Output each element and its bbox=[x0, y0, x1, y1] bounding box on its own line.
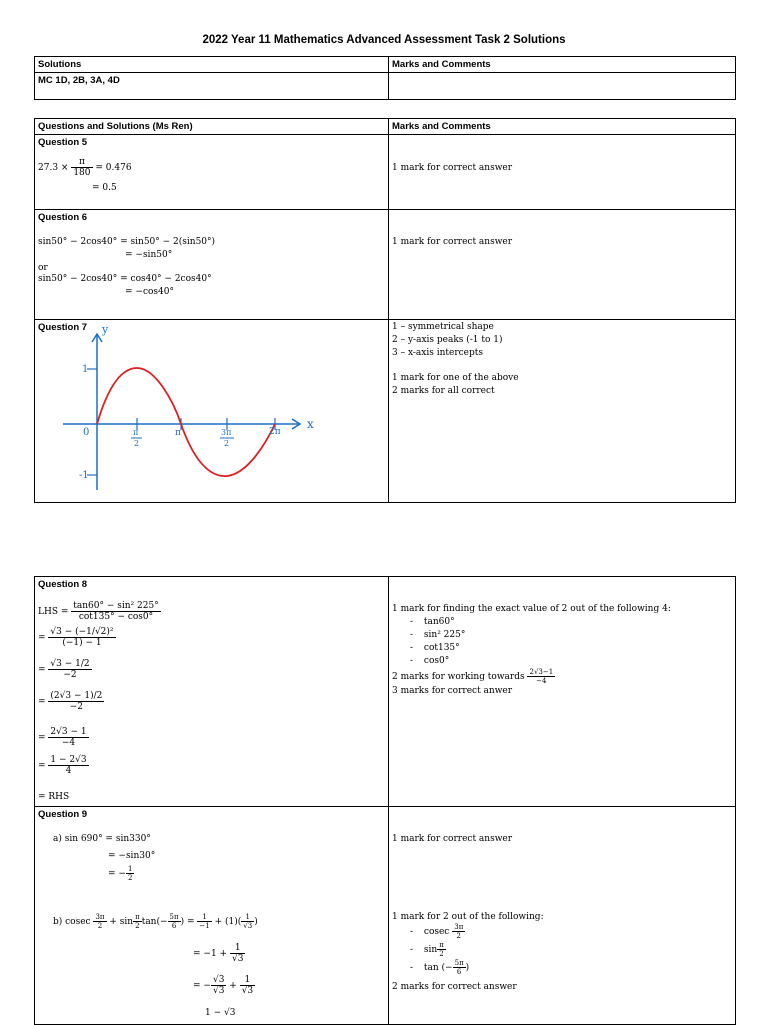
x-tick-label-pi: π bbox=[175, 428, 181, 438]
x-tick-label-2pi: 2π bbox=[269, 427, 281, 437]
sine-curve bbox=[97, 368, 275, 476]
mc-answers: MC 1D, 2B, 3A, 4D bbox=[35, 73, 389, 100]
q9-items-list: - cosec $\frac{3\pi}{2}$ - sin $\frac{\pi}{2}$ - tan (− $\frac{5\pi}{6}$ ) bbox=[406, 923, 469, 977]
q8-line-2: = $\frac{\text{√3 − (−1/√2)²}}{(-1) - 1}$ bbox=[38, 627, 114, 648]
x-tick-label-pi2-num: π bbox=[133, 428, 139, 437]
y-axis-label: y bbox=[102, 323, 109, 336]
q9a-line-2: = −sin30° bbox=[108, 851, 156, 861]
q9b-line-4: 1 − √3 bbox=[205, 1008, 236, 1018]
question-6-label: Question 6 bbox=[38, 212, 88, 223]
q8-line-4: = $\frac{(2√3 - 1)/2}{-2}$ bbox=[38, 691, 103, 712]
question-9-marks: 1 mark for correct answer 1 mark for 2 out of the following: - cosec $\frac{3\pi}{2}$ - sin $\frac{\pi}{2}$ - tan (− $\frac{5\pi}{6}$ ) 2 marks for correct answer bbox=[389, 807, 736, 1025]
question-8-label: Question 8 bbox=[38, 579, 88, 590]
question-8-marks: 1 mark for finding the exact value of 2 out of the following 4: - tan60° - sin² 225° - cot135° - cos0° 2 marks for working towards $\frac{2√3-1}{-4}$ 3 marks for correct anwer bbox=[389, 577, 736, 807]
mc-table bbox=[34, 56, 736, 100]
question-5-cell bbox=[35, 135, 389, 210]
sine-graph bbox=[35, 320, 382, 502]
question-9-cell bbox=[35, 807, 389, 1025]
questions-header: Questions and Solutions (Ms Ren) bbox=[35, 119, 389, 135]
question-6-cell: Question 6 sin50° − 2cos40° = sin50° − 2(sin50°) = −sin50° or sin50° − 2cos40° = cos40° − 2cos40° = −cos40° bbox=[35, 210, 389, 320]
marks-header: Marks and Comments bbox=[389, 57, 736, 73]
q8-line-5: = $\frac{2√3 - 1}{-4}$ bbox=[38, 727, 87, 748]
q9b-line-2: = −1 + $\frac{1}{√3}$ bbox=[193, 943, 244, 964]
questions-table bbox=[34, 118, 736, 503]
question-5-marks: 1 mark for correct answer bbox=[389, 135, 736, 210]
q9b-line-3: = − $\frac{√3}{√3}$ + $\frac{1}{√3}$ bbox=[193, 975, 254, 996]
x-axis-label: x bbox=[307, 417, 314, 431]
q8-line-1: LHS = $\frac{\text{tan60° − sin² 225°}}{\cot 135^\circ - \cos 0^\circ}$ bbox=[38, 601, 159, 622]
question-6-marks: 1 mark for correct answer bbox=[389, 210, 736, 320]
q8-line-3: = $\frac{√3 - 1/2}{-2}$ bbox=[38, 659, 90, 680]
q9b-line-1: b) cosec $\frac{3\pi}{2}$ + sin $\frac{\pi}{2}$ tan(− $\frac{5\pi}{6}$ ) = $\frac{1}{-1}$ + (1)( $\frac{1}{√3}$ ) bbox=[53, 913, 258, 930]
x-tick-label-3pi2-den: 2 bbox=[224, 439, 230, 448]
question-5-label: Question 5 bbox=[38, 137, 88, 148]
mc-marks-cell bbox=[389, 73, 736, 100]
y-tick-label-minus1: -1 bbox=[79, 470, 89, 481]
question-7-marks: 1 – symmetrical shape 2 – y-axis peaks (-1 to 1) 3 – x-axis intercepts 1 mark for one of the above 2 marks for all correct bbox=[389, 320, 736, 503]
page-title: 2022 Year 11 Mathematics Advanced Assessment Task 2 Solutions bbox=[202, 34, 566, 46]
q9a-line-3: = − $\frac{1}{2}$ bbox=[108, 865, 133, 882]
marks-header-2: Marks and Comments bbox=[389, 119, 736, 135]
questions-table-2 bbox=[34, 576, 736, 1025]
solutions-header: Solutions bbox=[35, 57, 389, 73]
q9a-line-1: a) sin 690° = sin330° bbox=[53, 834, 151, 844]
origin-label: 0 bbox=[83, 427, 90, 438]
x-tick-label-3pi2-num: 3π bbox=[221, 428, 232, 437]
q8-items-list: - tan60° - sin² 225° - cot135° - cos0° bbox=[406, 616, 732, 668]
y-tick-label-1: 1 bbox=[82, 364, 89, 375]
x-tick-label-pi2-den: 2 bbox=[134, 439, 140, 448]
question-7-label: Question 7 bbox=[38, 322, 88, 333]
q5-result: = 0.5 bbox=[92, 183, 117, 193]
question-7-cell bbox=[35, 320, 389, 503]
question-9-label: Question 9 bbox=[38, 809, 88, 820]
q5-expression: 27.3 × $\frac{\pi}{180}$ = 0.476 bbox=[38, 157, 132, 178]
q8-rhs: = RHS bbox=[38, 792, 70, 802]
question-8-cell bbox=[35, 577, 389, 807]
q8-mark-2: 2 marks for working towards $\frac{2√3-1}{-4}$ bbox=[392, 668, 554, 685]
q8-line-6: = $\frac{1 - 2√3}{4}$ bbox=[38, 755, 87, 776]
